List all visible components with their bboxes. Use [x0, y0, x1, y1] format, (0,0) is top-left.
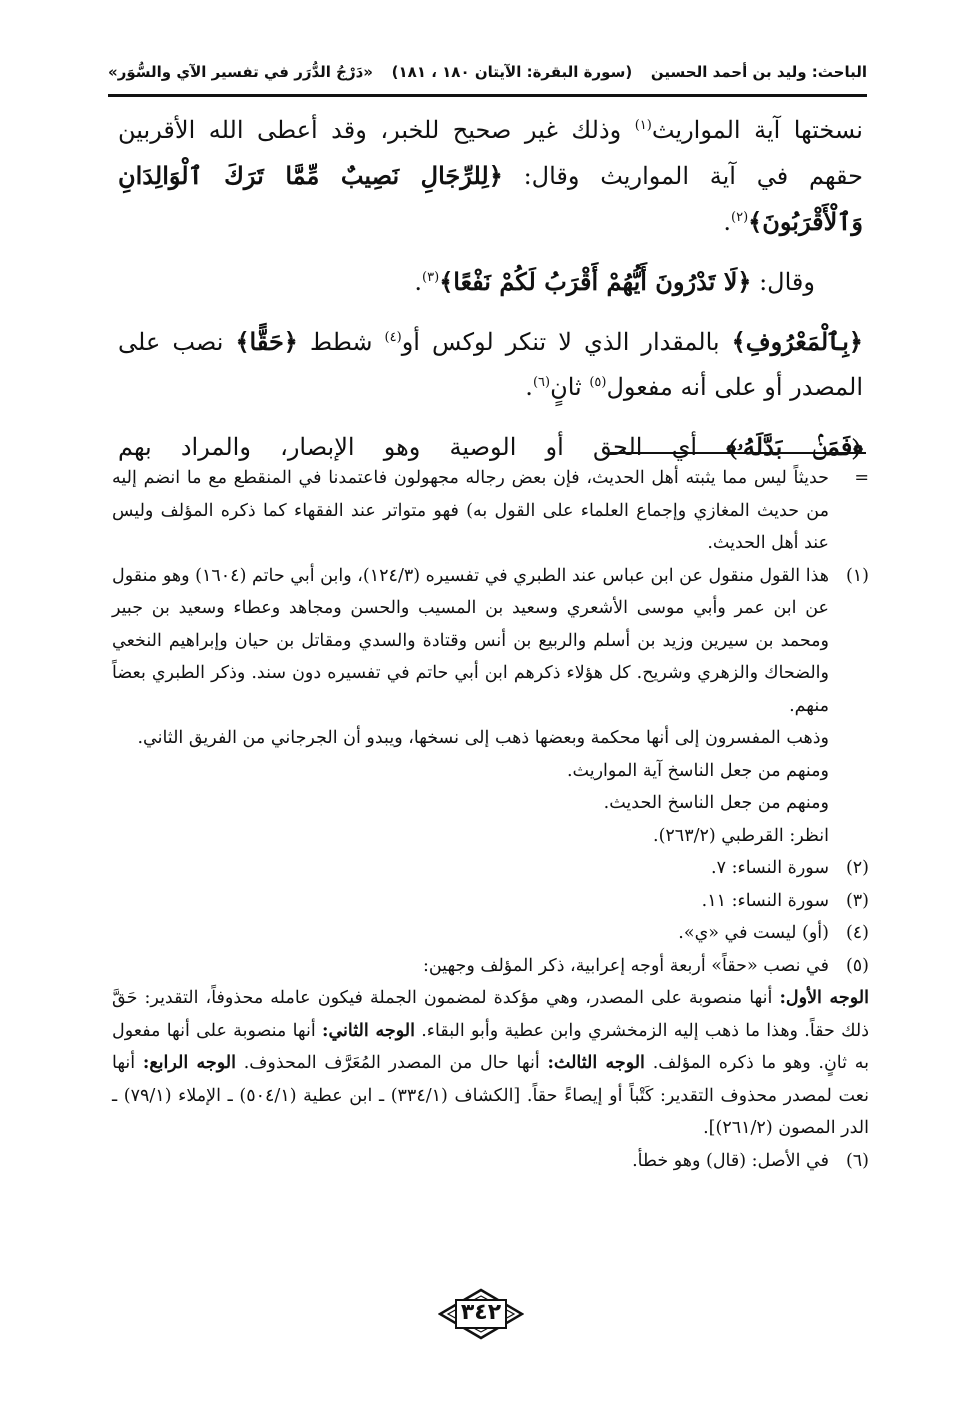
footnote-ref-4: (٤) — [384, 330, 402, 345]
footnote-6: (٦) في الأصل: (قال) وهو خطأ. — [632, 1150, 869, 1171]
footnote-ref-3: (٣) — [422, 270, 440, 285]
footnote-separator — [610, 452, 866, 454]
header-book-title: «دَرْجُ الدُّرَر في تفسير الآي والسُّوَر» — [108, 63, 373, 81]
footnote-ref-2: (٢) — [731, 210, 749, 225]
quran-word: ﴿فَمَنۢ بَدَّلَهُۥ﴾ — [726, 432, 863, 461]
footnote-5-details: الوجه الأول: أنها منصوبة على المصدر، وهي مؤكدة لمضمون الجملة فيكون عامله محذوفاً، التقدير: حَقَّ ذلك حقاً. وهذا ما ذهب إليه الزمخشري وابن عطية وأبو البقاء. الوجه الثاني: أنها منصوبة على أنها مفعول به ثانٍ. وهو ما ذكره المؤلف. الوجه الثالث: أنها حال من المصدر المُعَرَّف المحذوف. الوجه الرابع: أنها نعت لمصدر محذوف التقدير: كَتْباً أو إيصاءً حقاً. [الكشاف (٣٣٤/١) ـ ابن عطية (٥٠٤/١) ـ الإملاء (٧٩/١) ـ الدر المصون (٢٦١/٢)]. — [112, 988, 869, 1138]
paragraph-1: نسختها آية المواريث$^{(١)}$ وذلك غير صحيح للخبر، وقد أعطى الله الأقربين حقهم في آية المواريث وقال: ﴿لِلرِّجَالِ نَصِيبٌ مِّمَّا تَرَكَ ٱلْوَالِدَانِ وَٱلْأَقْرَبُونَ﴾$^{(٢)}$. — [118, 116, 863, 236]
quran-word: ﴿بِٱلْمَعْرُوفِ﴾ — [731, 327, 863, 356]
paragraph-3: ﴿بِٱلْمَعْرُوفِ﴾ بالمقدار الذي لا تنكر لوكس أو$^{(٤)}$ شطط ﴿حَقًّا﴾ نصب على المصدر أو على أنه مفعول$^{(٥)}$ ثانٍ$^{(٦)}$. — [118, 327, 863, 401]
paragraph-2: وقال: ﴿لَا تَدْرُونَ أَيُّهُمْ أَقْرَبُ لَكُمْ نَفْعًا﴾$^{(٣)}$. — [414, 267, 815, 296]
footnote-2: (٢) سورة النساء: ٧. — [711, 858, 869, 878]
footnote-5: (٥) في نصب «حقاً» أربعة أوجه إعرابية، ذكر المؤلف وجهين: — [422, 955, 869, 976]
footnote-ref-5: (٥) — [589, 375, 607, 390]
header-section: (سورة البقرة: الآيتان ١٨٠ ، ١٨١) — [391, 63, 633, 81]
page-number: ٣٤٢ — [460, 1300, 502, 1325]
footnote-continuation: = حديثاً ليس مما يثبته أهل الحديث، فإن بعض رجاله مجهولون فاعتمدنا في المنقطع مع ما انضم إليه من حديث المغازي وإجماع العلماء على القول به) فهو متواتر عند الفقهاء كما ذكره المؤلف وليس عند أهل الحديث. — [112, 468, 869, 553]
header-author: الباحث: وليد بن أحمد الحسين — [650, 63, 867, 81]
footnote-1: (١) هذا القول منقول عن ابن عباس عند الطبري في تفسيره (١٢٤/٣)، وابن أبي حاتم (١٦٠٤) وهو منقول عن ابن عمر وأبي موسى الأشعري وسعيد بن المسيب والحسن ومجاهد وعطاء وسعيد بن جبير ومحمد بن سيرين وزيد بن أسلم والربيع بن أنس وقتادة والسدي ومقاتل بن حيان وإبراهيم النخعي والضحاك والزهري وشريح. كل هؤلاء ذكرهم ابن أبي حاتم في تفسيره دون سند. وذكر الطبري بعضاً منهم. وذهب المفسرون إلى أنها محكمة وبعضها ذهب إلى نسخها، ويبدو أن الجرجاني من الفريق الثاني. ومنهم من جعل الناسخ آية المواريث. ومنهم من جعل الناسخ الحديث. انظر: القرطبي (٢٦٣/٢). — [112, 565, 869, 846]
main-text — [118, 108, 863, 484]
footnote-3: (٣) سورة النساء: ١١. — [701, 890, 869, 911]
footnote-ref-1: (١) — [634, 118, 652, 133]
quran-word: ﴿حَقًّا﴾ — [235, 327, 298, 356]
footnote-4: (٤) (أو) ليست في «ي». — [678, 923, 869, 943]
header-rule — [108, 94, 867, 97]
footnote-ref-6: (٦) — [532, 375, 551, 390]
paragraph-4: ﴿فَمَنۢ بَدَّلَهُۥ﴾ أي الحق أو الوصية وهو الإبصار، والمراد بهم — [118, 432, 863, 461]
quran-verse: ﴿لَا تَدْرُونَ أَيُّهُمْ أَقْرَبُ لَكُمْ نَفْعًا﴾ — [439, 267, 752, 296]
footnotes — [112, 462, 869, 1177]
quran-verse: ﴿لِلرِّجَالِ نَصِيبٌ مِّمَّا تَرَكَ ٱلْوَالِدَانِ وَٱلْأَقْرَبُونَ﴾ — [118, 161, 863, 236]
running-header — [108, 52, 867, 92]
